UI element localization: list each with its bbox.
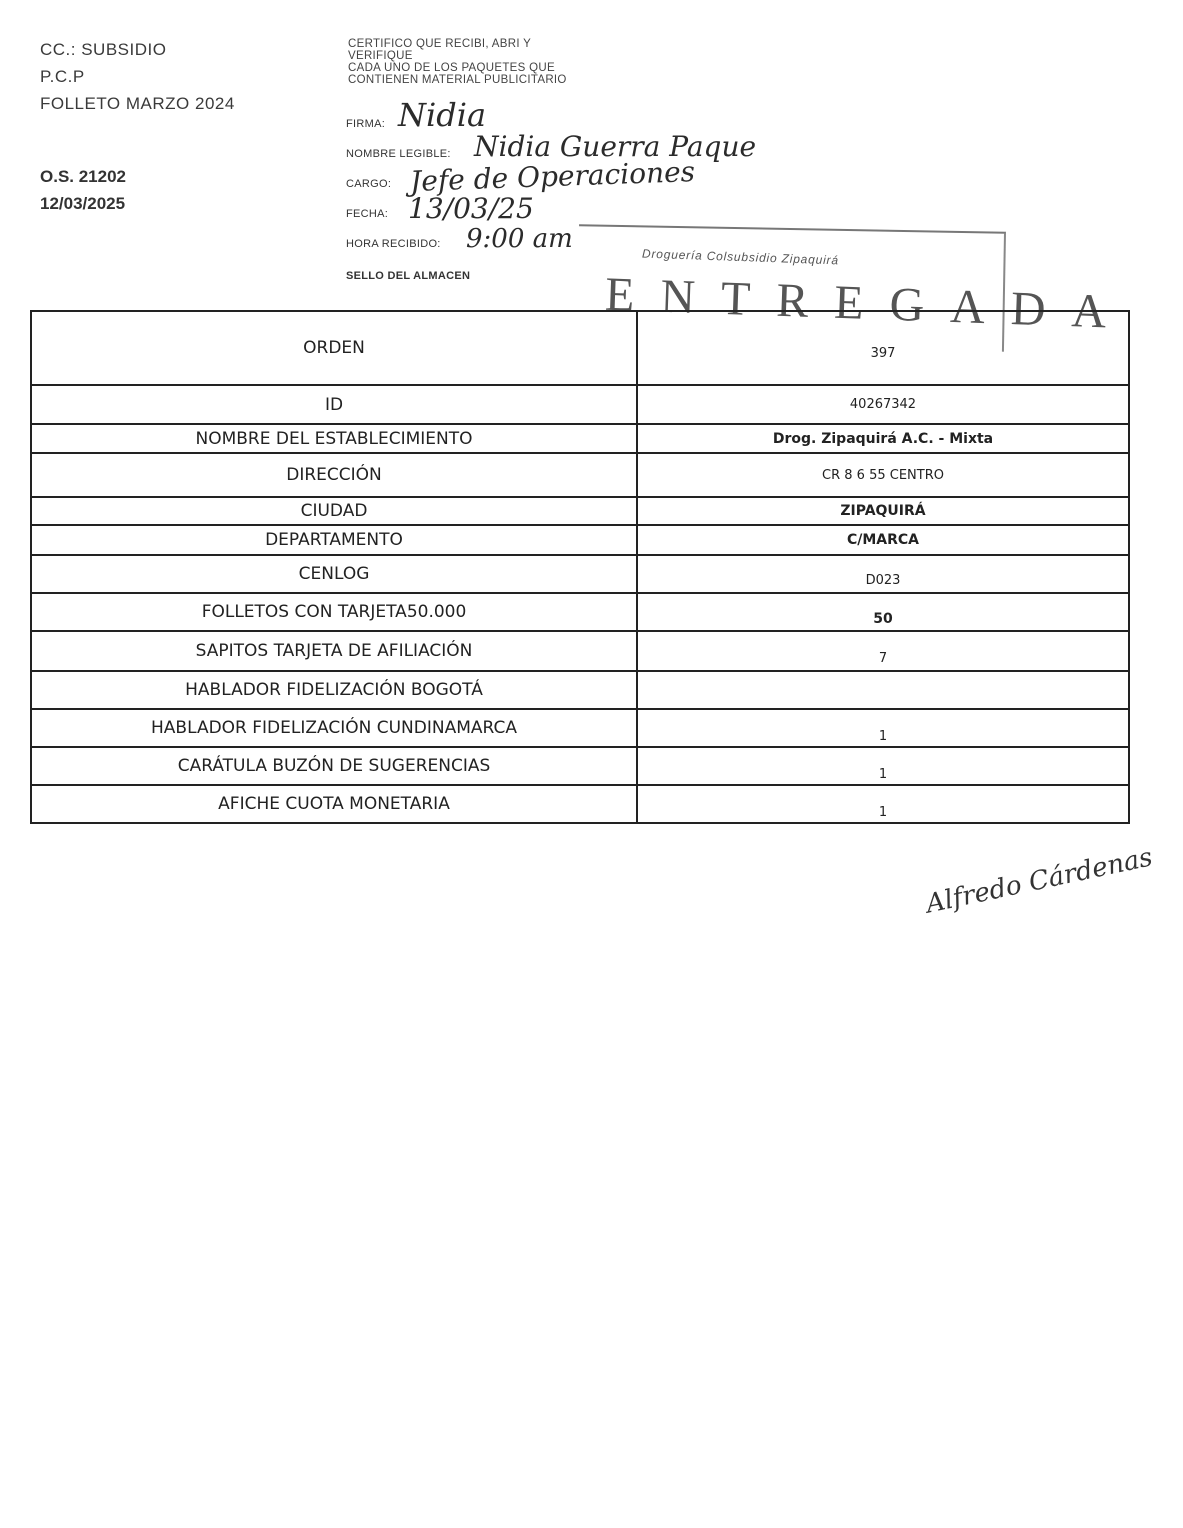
cert-line-2: VERIFIQUE: [348, 50, 413, 62]
nombre-value: Nidia Guerra Paque: [474, 130, 757, 163]
hora-value: 9:00 am: [466, 224, 573, 254]
row-value: 1: [878, 728, 888, 744]
hora-label: HORA RECIBIDO:: [346, 238, 441, 250]
table-row: [30, 556, 1130, 594]
folleto-line: FOLLETO MARZO 2024: [40, 94, 235, 113]
table-row: [30, 672, 1130, 710]
os-block: [40, 163, 126, 217]
cert-line-1: CERTIFICO QUE RECIBI, ABRI Y: [348, 38, 532, 50]
row-value: ZIPAQUIRÁ: [840, 503, 926, 519]
table-row: [30, 454, 1130, 498]
stamp-store-name: Droguería Colsubsidio Zipaquirá: [641, 246, 840, 268]
os-date: 12/03/2025: [40, 194, 126, 213]
cc-line: CC.: SUBSIDIO: [40, 40, 167, 59]
row-value: D023: [865, 572, 901, 588]
row-label: SAPITOS TARJETA DE AFILIACIÓN: [32, 632, 638, 670]
certification-text: [348, 38, 567, 86]
row-label: ID: [32, 386, 638, 423]
fecha-value: 13/03/25: [408, 192, 534, 225]
row-label: FOLLETOS CON TARJETA50.000: [32, 594, 638, 630]
nombre-label: NOMBRE LEGIBLE:: [346, 148, 451, 160]
firma-label: FIRMA:: [346, 118, 386, 130]
row-value: 1: [878, 804, 888, 820]
table-row: [30, 310, 1130, 386]
cert-line-3: CADA UNO DE LOS PAQUETES QUE: [348, 62, 555, 74]
pcp-line: P.C.P: [40, 67, 85, 86]
row-value: C/MARCA: [846, 532, 920, 548]
row-value: [638, 672, 1128, 708]
row-label: HABLADOR FIDELIZACIÓN BOGOTÁ: [32, 672, 638, 708]
table-row: [30, 425, 1130, 454]
row-label: DIRECCIÓN: [32, 454, 638, 496]
table-row: [30, 748, 1130, 786]
table-row: [30, 594, 1130, 632]
stamp-entregada: ENTREGADA: [604, 267, 1134, 340]
table-row: [30, 632, 1130, 672]
cargo-value: Jefe de Operaciones: [409, 155, 696, 198]
row-label: CENLOG: [32, 556, 638, 592]
row-value: 397: [870, 345, 896, 361]
table-row: [30, 386, 1130, 425]
table-row: [30, 526, 1130, 556]
table-row: [30, 498, 1130, 526]
row-label: CIUDAD: [32, 498, 638, 524]
cargo-label: CARGO:: [346, 178, 392, 190]
row-value: 7: [878, 650, 888, 666]
row-value: CR 8 6 55 CENTRO: [822, 467, 944, 483]
table-row: [30, 710, 1130, 748]
row-label: CARÁTULA BUZÓN DE SUGERENCIAS: [32, 748, 638, 784]
cert-line-4: CONTIENEN MATERIAL PUBLICITARIO: [348, 74, 567, 86]
row-label: DEPARTAMENTO: [32, 526, 638, 554]
row-value: 40267342: [849, 397, 917, 412]
row-label: NOMBRE DEL ESTABLECIMIENTO: [32, 425, 638, 452]
sello-label: SELLO DEL ALMACEN: [346, 270, 471, 282]
row-value: Drog. Zipaquirá A.C. - Mixta: [772, 430, 994, 447]
fecha-label: FECHA:: [346, 208, 389, 220]
row-label: AFICHE CUOTA MONETARIA: [32, 786, 638, 822]
firma-signature: Nidia: [398, 96, 487, 134]
row-label: HABLADOR FIDELIZACIÓN CUNDINAMARCA: [32, 710, 638, 746]
row-value: 50: [873, 611, 893, 627]
bottom-signature: Alfredo Cárdenas: [923, 842, 1156, 920]
os-number: O.S. 21202: [40, 167, 127, 186]
table-row: [30, 786, 1130, 824]
header-left: [40, 36, 235, 117]
row-label: ORDEN: [32, 312, 638, 384]
row-value: 1: [878, 766, 888, 782]
